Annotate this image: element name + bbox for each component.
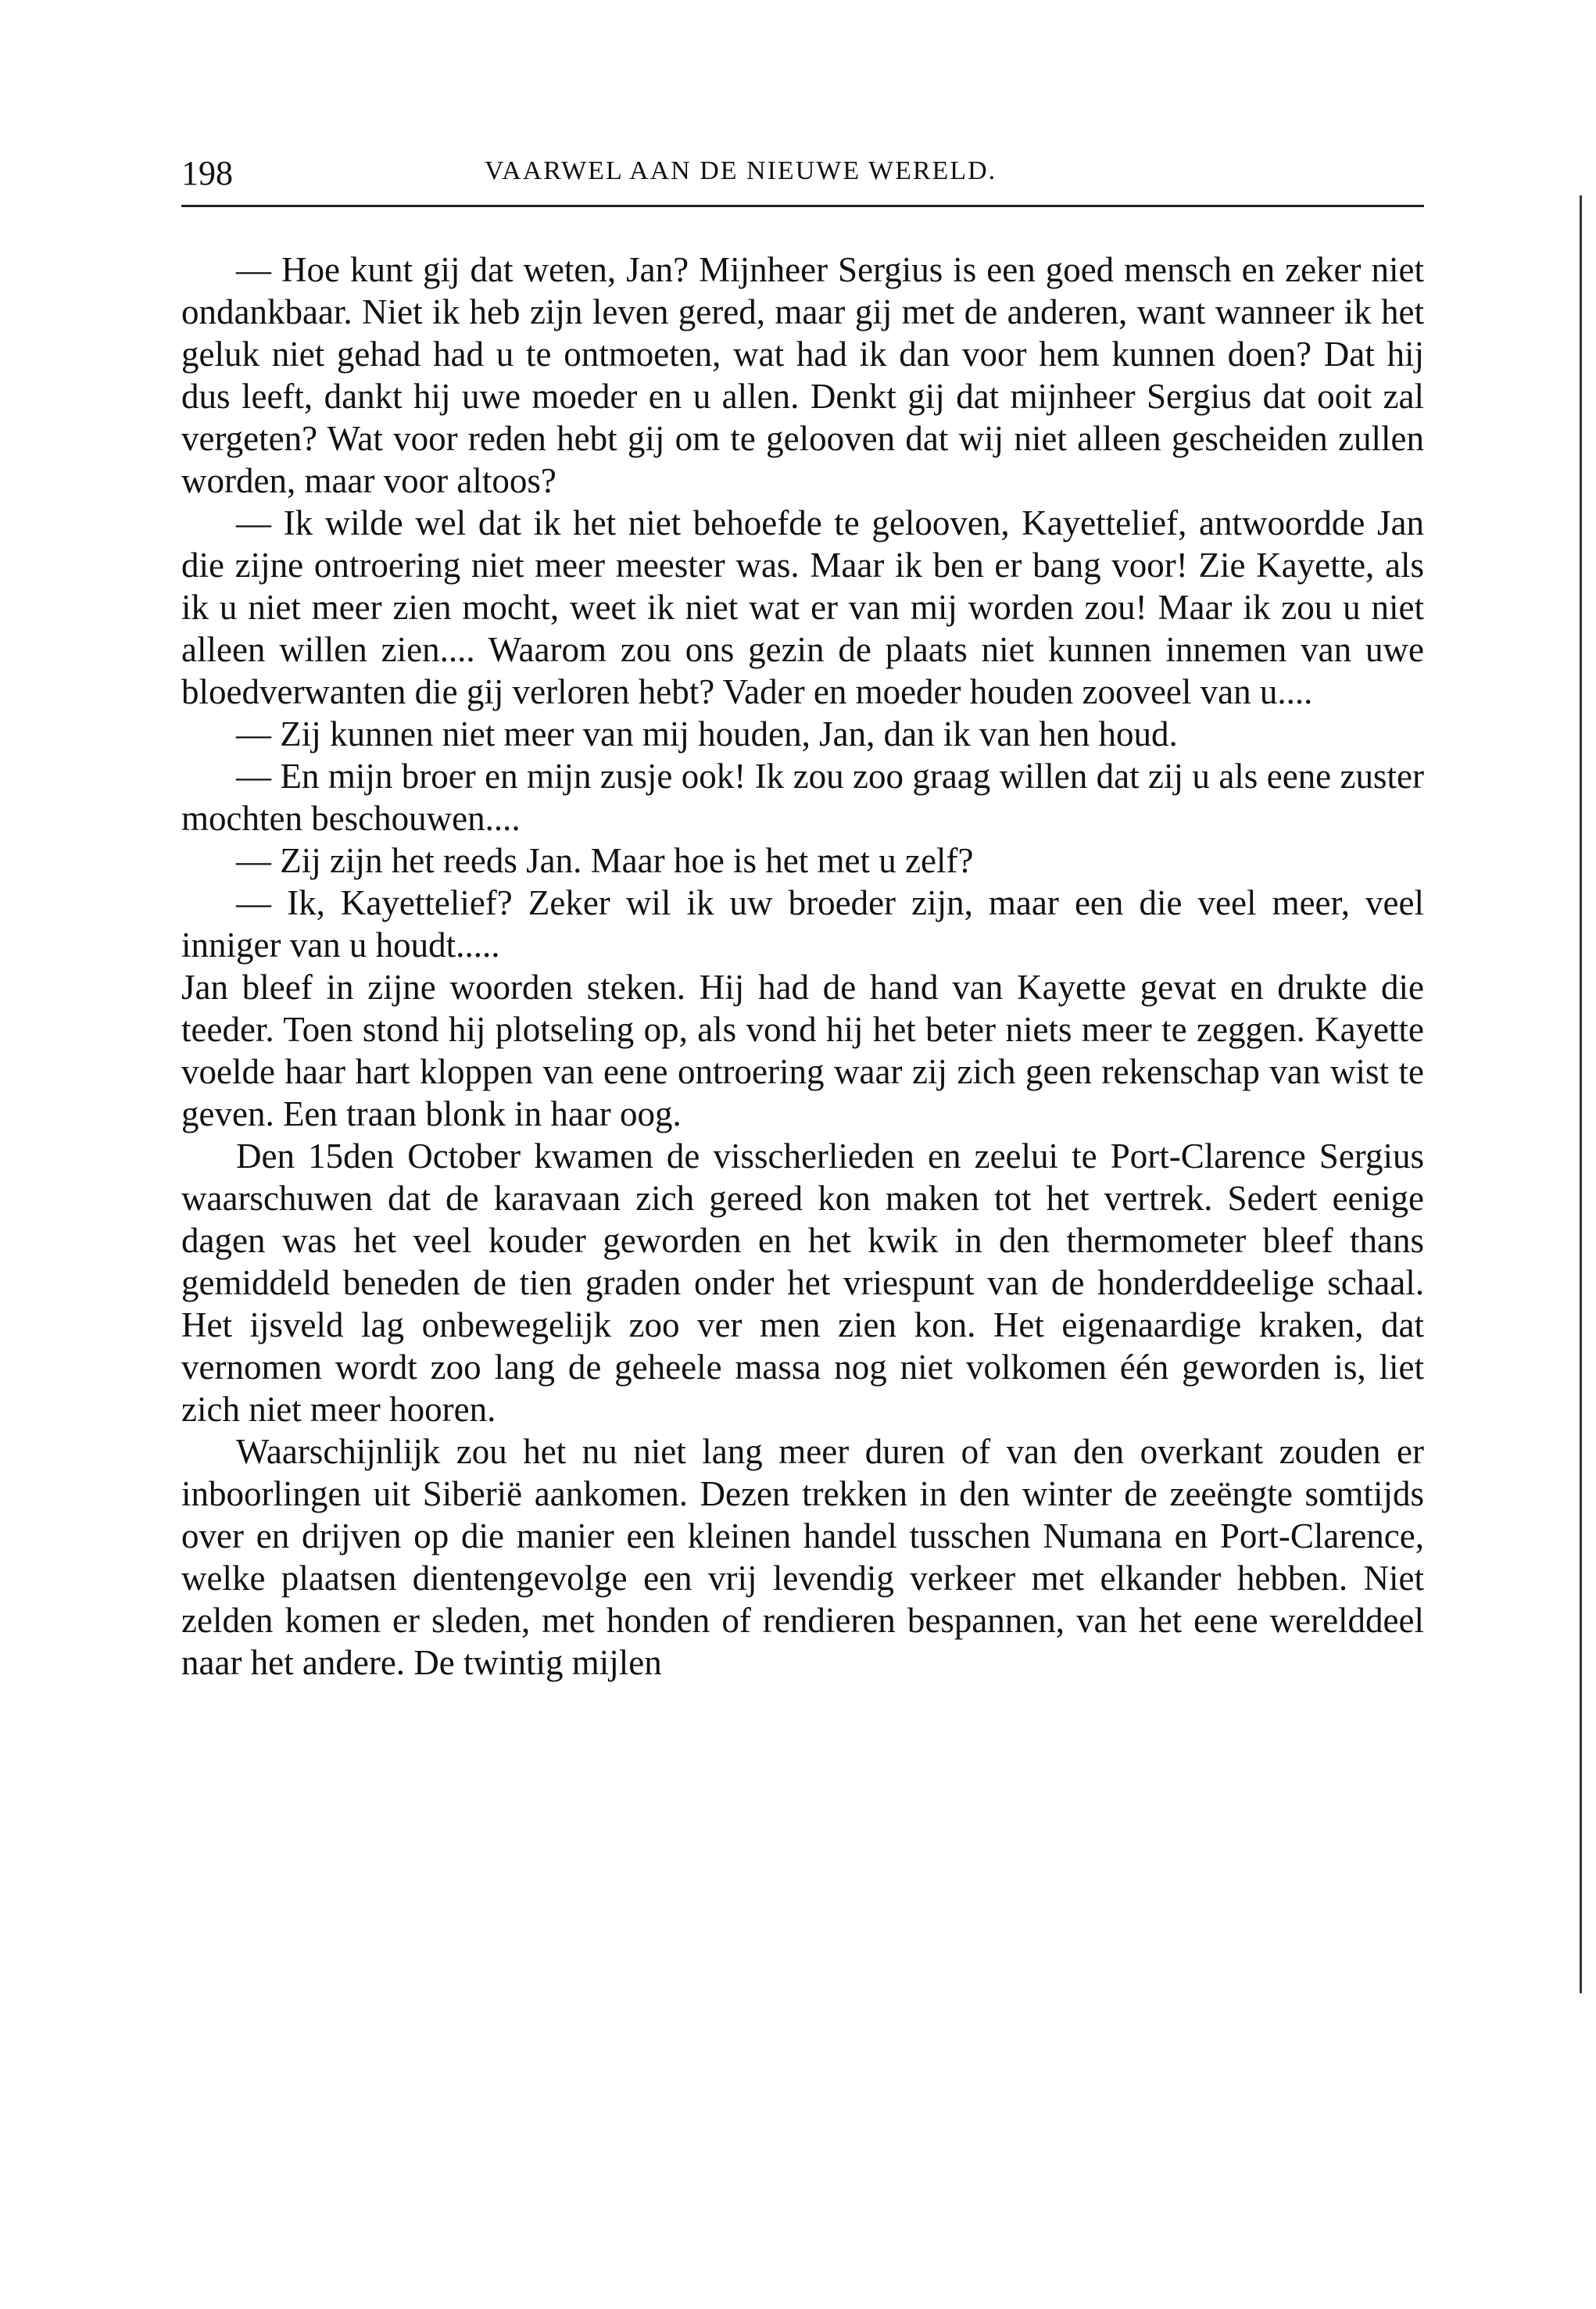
paragraph: — Ik, Kayettelief? Zeker wil ik uw broeder zijn, maar een die veel meer, veel inniger van u houdt..... bbox=[181, 883, 1424, 965]
paragraph: Den 15den October kwamen de visscherlieden en zeelui te Port-Clarence Sergius waarschuwen dat de karavaan zich gereed kon maken tot het vertrek. Sedert eenige dagen was het veel kouder geworden en het kwik in den thermometer bleef thans gemiddeld beneden de tien graden onder het vriespunt van de honderddeelige schaal. Het ijsveld lag onbewegelijk zoo ver men zien kon. Het eigenaardige kraken, dat vernomen wordt zoo lang de geheele massa nog niet volkomen één geworden is, liet zich niet meer hooren. bbox=[181, 1137, 1424, 1429]
paragraph: — En mijn broer en mijn zusje ook! Ik zou zoo graag willen dat zij u als eene zuster mochten beschouwen.... bbox=[181, 757, 1424, 838]
paragraph: — Zij zijn het reeds Jan. Maar hoe is het met u zelf? bbox=[236, 841, 974, 880]
paragraph: — Zij kunnen niet meer van mij houden, Jan, dan ik van hen houd. bbox=[236, 714, 1178, 754]
page-number: 198 bbox=[181, 154, 233, 192]
header-rule bbox=[181, 205, 1424, 207]
paragraph: Jan bleef in zijne woorden steken. Hij had de hand van Kayette gevat en drukte die teeder. Toen stond hij plotseling op, als vond hij het beter niets meer te zeggen. Kayette voelde haar hart kloppen van eene ontroering waar zij zich geen rekenschap van wist te geven. Een traan blonk in haar oog. bbox=[181, 968, 1424, 1133]
paragraph: Waarschijnlijk zou het nu niet lang meer duren of van den overkant zouden er inboorlingen uit Siberië aankomen. Dezen trekken in den winter de zeeëngte somtijds over en drijven op die manier een kleinen handel tusschen Numana en Port-Clarence, welke plaatsen dientengevolge een vrij levendig verkeer met elkander hebben. Niet zelden komen er sleden, met honden of rendieren bespannen, van het eene werelddeel naar het andere. De twintig mijlen bbox=[181, 1432, 1424, 1682]
paragraph: — Ik wilde wel dat ik het niet behoefde te gelooven, Kayettelief, antwoordde Jan die zijne ontroering niet meer meester was. Maar ik ben er bang voor! Zie Kayette, als ik u niet meer zien mocht, weet ik niet wat er van mij worden zou! Maar ik zou u niet alleen willen zien.... Waarom zou ons gezin de plaats niet kunnen innemen van uwe bloedverwanten die gij verloren hebt? Vader en moeder houden zooveel van u.... bbox=[181, 503, 1424, 711]
running-head: VAARWEL AAN DE NIEUWE WERELD. bbox=[485, 156, 997, 185]
page-edge-mark bbox=[1580, 195, 1582, 1993]
paragraph: — Hoe kunt gij dat weten, Jan? Mijnheer Sergius is een goed mensch en zeker niet ondankbaar. Niet ik heb zijn leven gered, maar gij met de anderen, want wanneer ik het geluk niet gehad had u te ontmoeten, wat had ik dan voor hem kunnen doen? Dat hij dus leeft, dankt hij uwe moeder en u allen. Denkt gij dat mijnheer Sergius dat ooit zal vergeten? Wat voor reden hebt gij om te gelooven dat wij niet alleen gescheiden zullen worden, maar voor altoos? bbox=[181, 250, 1424, 500]
body-text bbox=[181, 249, 1424, 1684]
